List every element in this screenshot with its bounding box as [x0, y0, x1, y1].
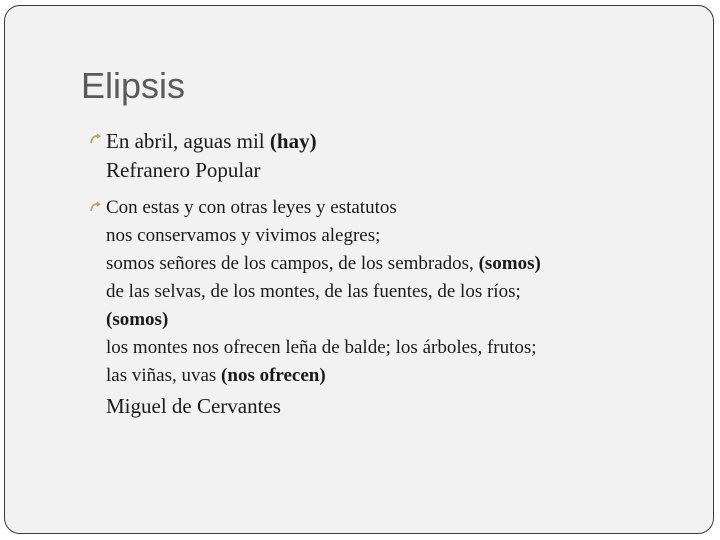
verse-line-1: Con estas y con otras leyes y estatutos: [106, 197, 397, 218]
slide-title: Elipsis: [81, 65, 186, 106]
verse-line-4: de las selvas, de los montes, de las fuentes, de los ríos;: [106, 281, 521, 302]
bullet-item-1: [106, 128, 317, 184]
verse-line-7-text: las viñas, uvas: [106, 365, 217, 386]
verse-line-7-ellipsis: (nos ofrecen): [221, 365, 326, 386]
bullet-1-text: En abril, aguas mil: [106, 129, 265, 153]
bullet-1-ellipsis: (hay): [269, 129, 317, 153]
verse-line-5-ellipsis: (somos): [106, 309, 169, 330]
verse-line-3-ellipsis: (somos): [478, 253, 541, 274]
verse-line-3-text: somos señores de los campos, de los sembrados,: [106, 253, 474, 274]
verse-line-6: los montes nos ofrecen leña de balde; los árboles, frutos;: [106, 337, 537, 358]
bullet-2-attribution: Miguel de Cervantes: [106, 394, 281, 418]
slide: [4, 5, 714, 534]
verse-line-3: [106, 250, 541, 278]
verse-line-2: nos conservamos y vivimos alegres;: [106, 225, 381, 246]
bullet-item-2: [106, 194, 541, 420]
verse-line-7: [106, 362, 541, 390]
bullet-arrow-icon: [89, 132, 103, 146]
bullet-arrow-icon: [89, 200, 103, 214]
bullet-1-line: [106, 128, 317, 155]
bullet-1-attribution: Refranero Popular: [106, 158, 261, 182]
